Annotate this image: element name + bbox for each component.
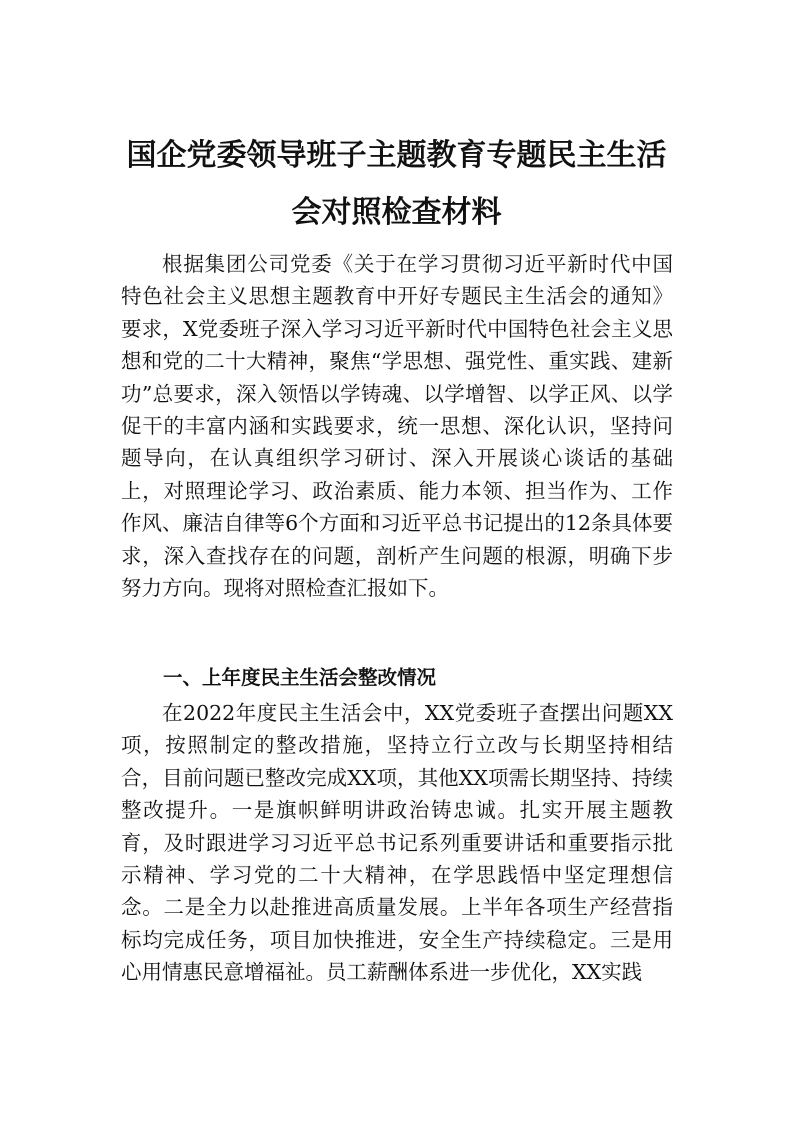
intro-paragraph: 根据集团公司党委《关于在学习贯彻习近平新时代中国特色社会主义思想主题教育中开好专题民主生活会的通知》要求，X党委班子深入学习习近平新时代中国特色社会主义思想和党的二十大精神，聚焦“学思想、强党性、重实践、建新功”总要求，深入领悟以学铸魂、以学增智、以学正风、以学促干的丰富内涵和实践要求，统一思想、深化认识，坚持问题导向，在认真组织学习研讨、深入开展谈心谈话的基础上，对照理论学习、政治素质、能力本领、担当作为、工作作风、廉洁自律等6个方面和习近平总书记提出的12条具体要求，深入查找存在的问题，剖析产生问题的根源，明确下步努力方向。现将对照检查汇报如下。	[121, 252, 673, 601]
document-title-line-2: 会对照检查材料	[291, 195, 502, 230]
document-title-line-1: 国企党委领导班子主题教育专题民主生活	[126, 138, 667, 173]
section-1-paragraph: 在2022年度民主生活会中，XX党委班子查摆出问题XX项，按照制定的整改措施，坚持立行立改与长期坚持相结合，目前问题已整改完成XX项，其他XX项需长期坚持、持续整改提升。一是旗帜鲜明讲政治铸忠诚。扎实开展主题教育，及时跟进学习习近平总书记系列重要讲话和重要指示批示精神、学习党的二十大精神，在学思践悟中坚定理想信念。二是全力以赴推进高质量发展。上半年各项生产经营指标均完成任务，项目加快推进，安全生产持续稳定。三是用心用情惠民意增福祉。员工薪酬体系进一步优化，XX实践	[121, 701, 673, 985]
section-heading-1: 一、上年度民主生活会整改情况	[163, 666, 437, 689]
